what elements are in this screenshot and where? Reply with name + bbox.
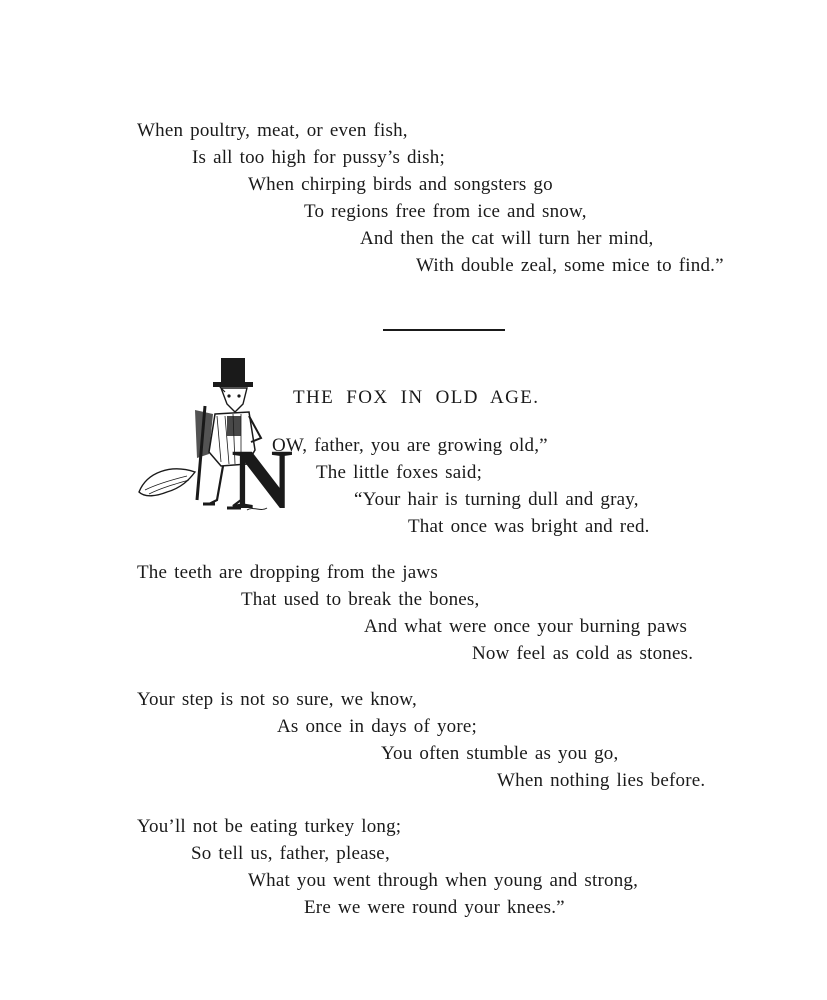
- section-divider: [383, 329, 505, 331]
- poem-line: “Your hair is turning dull and gray,: [354, 489, 639, 510]
- poem-line: And what were once your burning paws: [364, 616, 688, 637]
- poem-line: That used to break the bones,: [241, 589, 480, 610]
- poem-line: When poultry, meat, or even fish,: [137, 120, 408, 141]
- poem-line: Ere we were round your knees.”: [304, 897, 565, 918]
- poem-line: When nothing lies before.: [497, 770, 706, 791]
- poem-line: The little foxes said;: [316, 462, 483, 483]
- poem-line: So tell us, father, please,: [191, 843, 390, 864]
- fox-drop-cap-illustration: [137, 354, 294, 527]
- poem-line: Now feel as cold as stones.: [472, 643, 694, 664]
- poem-line: And then the cat will turn her mind,: [360, 228, 654, 249]
- poem-line: When chirping birds and songsters go: [248, 174, 553, 195]
- poem-line: The teeth are dropping from the jaws: [137, 562, 438, 583]
- poem-line: Your step is not so sure, we know,: [137, 689, 417, 710]
- poem-line: OW, father, you are growing old,”: [272, 435, 548, 456]
- poem-line: You’ll not be eating turkey long;: [137, 816, 402, 837]
- poem-line: As once in days of yore;: [277, 716, 478, 737]
- poem-title: THE FOX IN OLD AGE.: [293, 387, 540, 408]
- poem-line: That once was bright and red.: [408, 516, 650, 537]
- poem-line: With double zeal, some mice to find.”: [416, 255, 724, 276]
- poem-line: Is all too high for pussy’s dish;: [192, 147, 445, 168]
- poem-line: What you went through when young and strong,: [248, 870, 639, 891]
- drop-cap-letter: N: [231, 431, 294, 527]
- poem-line: You often stumble as you go,: [381, 743, 619, 764]
- poem-line: To regions free from ice and snow,: [304, 201, 587, 222]
